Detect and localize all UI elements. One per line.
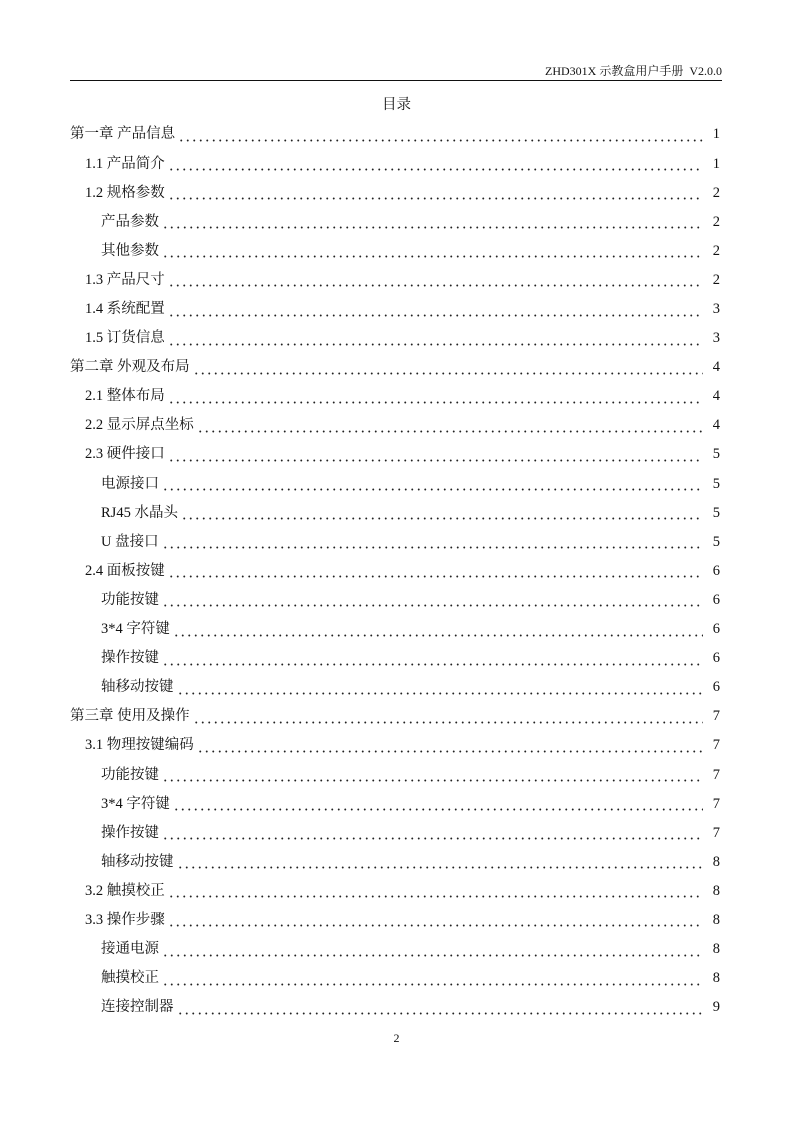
dot-leader — [168, 179, 703, 208]
toc-entry-label: 2.1 整体布局 — [85, 388, 165, 405]
toc-entry-label: 1.3 产品尺寸 — [85, 271, 165, 288]
dot-leader — [177, 993, 704, 1022]
toc-entry-page-number: 7 — [712, 708, 720, 725]
dot-leader — [168, 150, 703, 179]
toc-entry-page-number: 5 — [712, 533, 720, 550]
toc-entry-page-number: 8 — [712, 941, 720, 958]
toc-entry-label: 接通电源 — [101, 941, 159, 958]
dot-leader — [177, 673, 704, 702]
dot-leader — [162, 644, 703, 673]
toc-entry-page-number: 4 — [712, 388, 720, 405]
toc-entry-page-number: 3 — [712, 330, 720, 347]
toc-entry-page-number: 2 — [712, 184, 720, 201]
toc-entry — [70, 993, 722, 1022]
toc-entry — [70, 877, 722, 906]
toc-entry — [70, 702, 722, 731]
toc-entry — [70, 179, 722, 208]
toc-entry-label: 1.5 订货信息 — [85, 330, 165, 347]
toc-entry-page-number: 7 — [712, 766, 720, 783]
toc-entry-label: 3.2 触摸校正 — [85, 882, 165, 899]
toc-entry — [70, 644, 722, 673]
toc-entry-page-number: 7 — [712, 824, 720, 841]
dot-leader — [162, 935, 703, 964]
running-header: ZHD301X 示教盒用户手册 V2.0.0 — [545, 64, 722, 78]
dot-leader — [168, 440, 703, 469]
toc-entry-page-number: 8 — [712, 853, 720, 870]
toc-entry-page-number: 6 — [712, 679, 720, 696]
toc-entry-page-number: 3 — [712, 301, 720, 317]
toc-entry-page-number: 1 — [712, 126, 720, 143]
toc-entry-label: U 盘接口 — [101, 533, 159, 550]
toc-entry — [70, 673, 722, 702]
toc-entry-label: 功能按键 — [101, 591, 159, 608]
dot-leader — [162, 761, 703, 790]
toc-entry-page-number: 2 — [712, 213, 720, 230]
dot-leader — [162, 470, 703, 499]
toc-entry — [70, 295, 722, 324]
dot-leader — [193, 353, 703, 382]
dot-leader — [181, 499, 703, 528]
dot-leader — [177, 848, 704, 877]
toc-entry-label: 2.3 硬件接口 — [85, 446, 165, 463]
dot-leader — [168, 906, 703, 935]
toc-entry — [70, 906, 722, 935]
toc-entry — [70, 120, 722, 149]
toc-entry-page-number: 4 — [712, 417, 720, 434]
toc-entry-page-number: 9 — [712, 999, 720, 1016]
toc-entry-label: 第三章 使用及操作 — [70, 708, 190, 725]
dot-leader — [168, 877, 703, 906]
toc-entry — [70, 731, 722, 760]
toc-entry — [70, 237, 722, 266]
toc-entry-page-number: 5 — [712, 504, 720, 521]
toc-entry-label: 1.4 系统配置 — [85, 301, 165, 317]
toc-entry-label: 电源接口 — [101, 475, 159, 492]
toc-entry-label: 2.4 面板按键 — [85, 562, 165, 579]
dot-leader — [178, 120, 703, 149]
toc-entry-label: 触摸校正 — [101, 970, 159, 987]
toc-entry — [70, 528, 722, 557]
table-of-contents — [70, 120, 722, 1022]
dot-leader — [162, 964, 703, 993]
toc-entry-page-number: 4 — [712, 359, 720, 376]
dot-leader — [193, 702, 703, 731]
toc-entry-page-number: 8 — [712, 970, 720, 987]
dot-leader — [168, 266, 703, 295]
dot-leader — [162, 819, 703, 848]
toc-entry-label: 轴移动按键 — [101, 853, 174, 870]
toc-entry-page-number: 5 — [712, 446, 720, 463]
dot-leader — [168, 295, 703, 324]
toc-entry-page-number: 8 — [712, 911, 720, 928]
toc-entry-label: 1.1 产品简介 — [85, 155, 165, 172]
toc-entry — [70, 382, 722, 411]
toc-entry — [70, 150, 722, 179]
dot-leader — [173, 790, 703, 819]
toc-entry-page-number: 6 — [712, 650, 720, 667]
toc-entry — [70, 353, 722, 382]
toc-entry-label: 连接控制器 — [101, 999, 174, 1016]
toc-entry-label: 第一章 产品信息 — [70, 126, 176, 143]
dot-leader — [162, 237, 703, 266]
toc-entry-label: 产品参数 — [101, 213, 159, 230]
toc-entry-page-number: 2 — [712, 242, 720, 259]
toc-entry-label: 功能按键 — [101, 766, 159, 783]
toc-entry-page-number: 2 — [712, 271, 720, 288]
dot-leader — [162, 586, 703, 615]
dot-leader — [168, 557, 703, 586]
toc-entry — [70, 761, 722, 790]
page-number: 2 — [393, 1031, 400, 1045]
toc-entry — [70, 964, 722, 993]
toc-entry-page-number: 7 — [712, 737, 720, 754]
toc-entry — [70, 790, 722, 819]
toc-entry-label: 3.3 操作步骤 — [85, 911, 165, 928]
toc-entry — [70, 935, 722, 964]
toc-entry — [70, 819, 722, 848]
toc-entry — [70, 615, 722, 644]
toc-entry-page-number: 5 — [712, 475, 720, 492]
dot-leader — [197, 731, 703, 760]
toc-entry-label: 3*4 字符键 — [101, 621, 170, 638]
dot-leader — [197, 411, 703, 440]
dot-leader — [168, 382, 703, 411]
toc-entry — [70, 411, 722, 440]
toc-entry-label: 轴移动按键 — [101, 679, 174, 696]
toc-entry-label: 操作按键 — [101, 824, 159, 841]
toc-title: 目录 — [382, 97, 411, 113]
toc-entry — [70, 470, 722, 499]
toc-entry-page-number: 6 — [712, 591, 720, 608]
toc-entry — [70, 208, 722, 237]
toc-entry-page-number: 8 — [712, 882, 720, 899]
toc-entry-label: 3*4 字符键 — [101, 795, 170, 812]
toc-entry — [70, 324, 722, 353]
toc-entry — [70, 440, 722, 469]
toc-entry-label: RJ45 水晶头 — [101, 504, 178, 521]
toc-entry — [70, 557, 722, 586]
toc-entry-label: 1.2 规格参数 — [85, 184, 165, 201]
toc-entry — [70, 499, 722, 528]
dot-leader — [162, 208, 703, 237]
toc-entry-label: 其他参数 — [101, 242, 159, 259]
dot-leader — [162, 528, 703, 557]
toc-entry-label: 操作按键 — [101, 650, 159, 667]
toc-entry — [70, 266, 722, 295]
header-divider — [70, 80, 722, 81]
toc-entry — [70, 848, 722, 877]
dot-leader — [173, 615, 703, 644]
toc-entry-page-number: 7 — [712, 795, 720, 812]
toc-entry-page-number: 1 — [712, 155, 720, 172]
toc-entry-label: 2.2 显示屏点坐标 — [85, 417, 194, 434]
toc-entry — [70, 586, 722, 615]
toc-entry-label: 3.1 物理按键编码 — [85, 737, 194, 754]
toc-entry-label: 第二章 外观及布局 — [70, 359, 190, 376]
dot-leader — [168, 324, 703, 353]
toc-entry-page-number: 6 — [712, 621, 720, 638]
toc-entry-page-number: 6 — [712, 562, 720, 579]
